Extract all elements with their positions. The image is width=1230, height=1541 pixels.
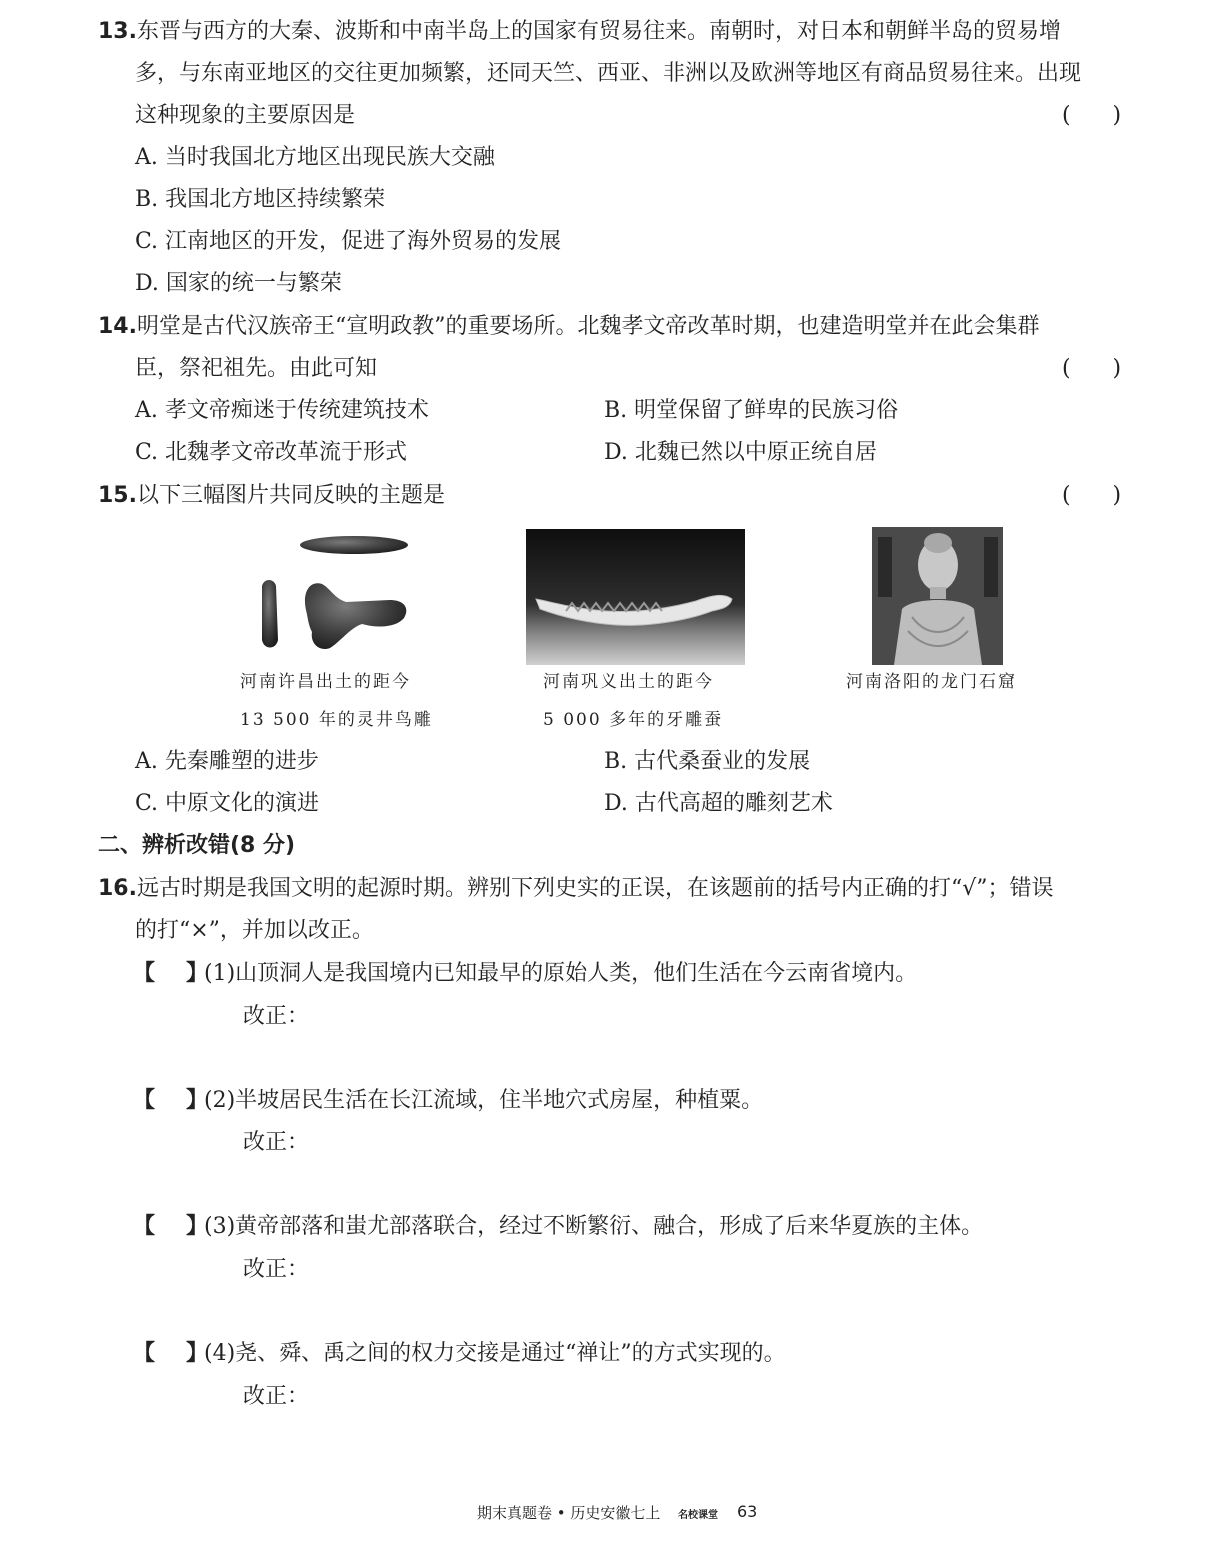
q13-line-3: 这种现象的主要原因是 — [135, 103, 356, 128]
q14-option-c: C. 北魏孝文帝改革流于形式 — [135, 440, 408, 465]
q14-number: 14. — [98, 314, 137, 339]
q15-line-1 — [98, 482, 445, 510]
q16-3-bracket-close[interactable]: 】 — [186, 1214, 209, 1239]
q15-answer-paren[interactable]: ( ) — [1062, 483, 1122, 508]
q15-text: 以下三幅图片共同反映的主题是 — [136, 483, 445, 508]
q16-1-bracket-open[interactable]: 【 — [133, 961, 156, 986]
q13-text-1: 东晋与西方的大秦、波斯和中南半岛上的国家有贸易往来。南朝时，对日本和朝鲜半岛的贸易增 — [136, 19, 1061, 44]
q16-3-bracket-open[interactable]: 【 — [133, 1214, 156, 1239]
caption-3-line-1: 河南洛阳的龙门石窟 — [846, 672, 1017, 692]
q13-line-1 — [98, 18, 1061, 46]
q16-3-correction-label[interactable]: 改正： — [243, 1257, 310, 1282]
publisher-logo: 名校课堂 — [678, 1510, 718, 1521]
q15-option-a: A. 先秦雕塑的进步 — [135, 749, 319, 774]
q13-option-a: A. 当时我国北方地区出现民族大交融 — [135, 145, 495, 170]
footer-title: 期末真题卷 • 历史安徽七上 — [477, 1504, 661, 1522]
page-number: 63 — [737, 1502, 758, 1521]
q16-item-1: (1)山顶洞人是我国境内已知最早的原始人类，他们生活在今云南省境内。 — [204, 961, 918, 986]
q16-line-2: 的打“×”，并加以改正。 — [135, 918, 374, 943]
q16-2-bracket-close[interactable]: 】 — [186, 1088, 209, 1113]
q13-option-c: C. 江南地区的开发，促进了海外贸易的发展 — [135, 229, 562, 254]
ivory-silkworm-image — [526, 529, 745, 665]
q16-1-correction-label[interactable]: 改正： — [243, 1004, 310, 1029]
q15-option-d: D. 古代高超的雕刻艺术 — [604, 791, 833, 816]
q16-item-2: (2)半坡居民生活在长江流域，住半地穴式房屋，种植粟。 — [204, 1088, 764, 1113]
caption-2-line-1: 河南巩义出土的距今 — [543, 672, 714, 692]
q14-option-a: A. 孝文帝痴迷于传统建筑技术 — [135, 398, 429, 423]
q16-1-bracket-close[interactable]: 】 — [186, 961, 209, 986]
q13-line-2: 多，与东南亚地区的交往更加频繁，还同天竺、西亚、非洲以及欧洲等地区有商品贸易往来。出现 — [135, 61, 1082, 86]
q15-option-b: B. 古代桑蚕业的发展 — [604, 749, 811, 774]
q16-line-1 — [98, 875, 1054, 903]
q15-number: 15. — [98, 483, 137, 508]
q14-option-b: B. 明堂保留了鲜卑的民族习俗 — [604, 398, 899, 423]
caption-1-line-1: 河南许昌出土的距今 — [240, 672, 411, 692]
section-2-heading: 二、辨析改错(8 分) — [98, 833, 296, 858]
q13-option-d: D. 国家的统一与繁荣 — [135, 271, 342, 296]
q14-answer-paren[interactable]: ( ) — [1062, 356, 1122, 381]
longmen-grottoes-image — [872, 527, 1003, 665]
q14-option-d: D. 北魏已然以中原正统自居 — [604, 440, 877, 465]
q14-line-1 — [98, 313, 1039, 341]
q16-item-3: (3)黄帝部落和蚩尤部落联合，经过不断繁衍、融合，形成了后来华夏族的主体。 — [204, 1214, 984, 1239]
q14-text-1: 明堂是古代汉族帝王“宣明政教”的重要场所。北魏孝文帝改革时期，也建造明堂并在此会集群 — [136, 314, 1040, 339]
q13-answer-paren[interactable]: ( ) — [1062, 103, 1122, 128]
bird-carving-image — [250, 528, 420, 658]
q14-line-2: 臣，祭祀祖先。由此可知 — [135, 356, 378, 381]
q16-2-correction-label[interactable]: 改正： — [243, 1130, 310, 1155]
q13-option-b: B. 我国北方地区持续繁荣 — [135, 187, 386, 212]
caption-2-line-2: 5 000 多年的牙雕蚕 — [543, 710, 724, 730]
q16-4-bracket-close[interactable]: 】 — [186, 1341, 209, 1366]
q16-item-4: (4)尧、舜、禹之间的权力交接是通过“禅让”的方式实现的。 — [204, 1341, 786, 1366]
q16-4-correction-label[interactable]: 改正： — [243, 1384, 310, 1409]
q13-number: 13. — [98, 19, 137, 44]
q16-4-bracket-open[interactable]: 【 — [133, 1341, 156, 1366]
caption-1-line-2: 13 500 年的灵井鸟雕 — [240, 710, 433, 730]
q16-2-bracket-open[interactable]: 【 — [133, 1088, 156, 1113]
q15-option-c: C. 中原文化的演进 — [135, 791, 320, 816]
q16-text-1: 远古时期是我国文明的起源时期。辨别下列史实的正误，在该题前的括号内正确的打“√”；错误 — [136, 876, 1054, 901]
q16-number: 16. — [98, 876, 137, 901]
